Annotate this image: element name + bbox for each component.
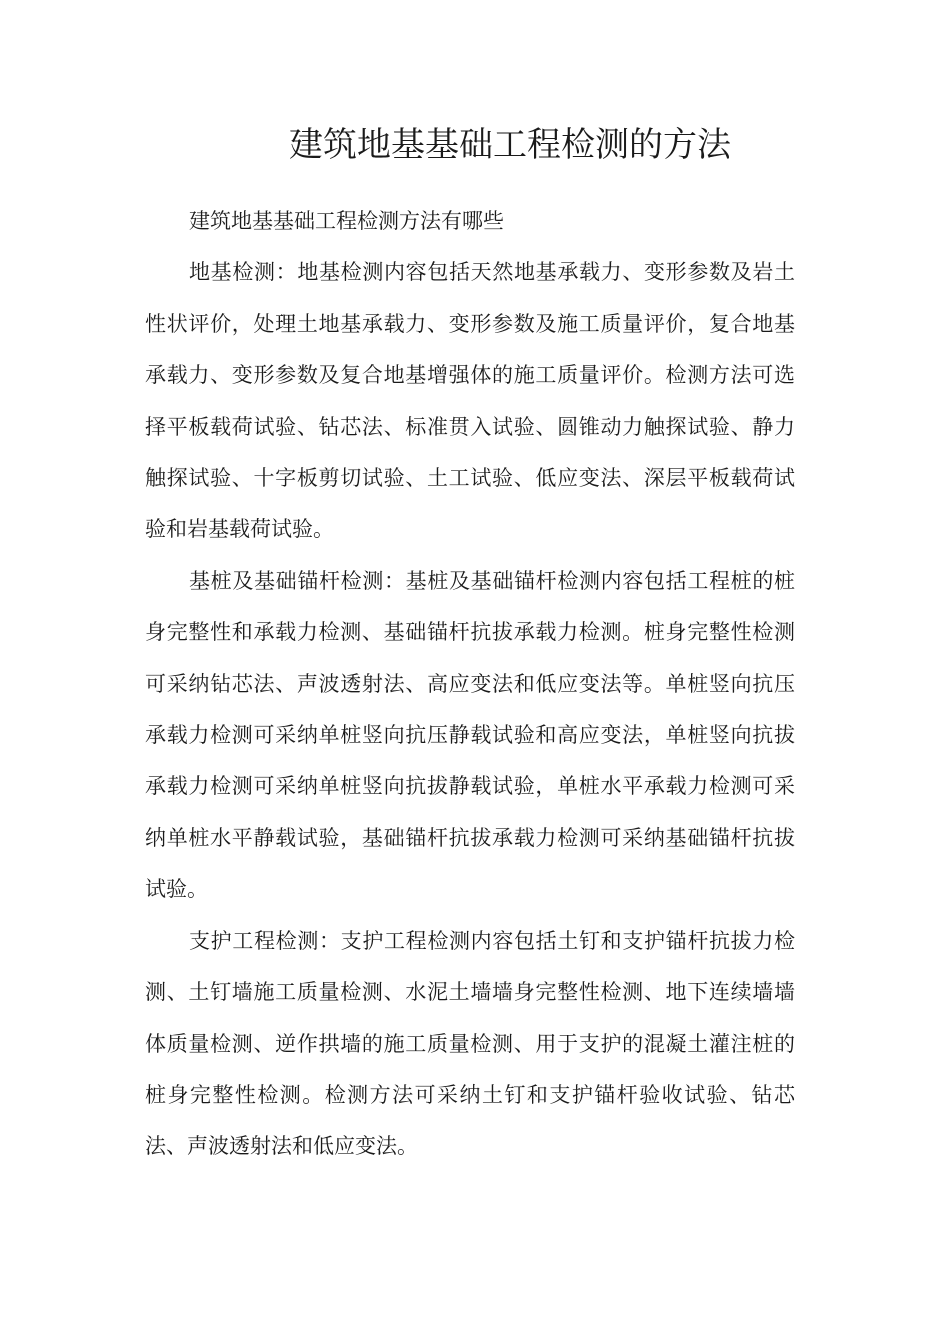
paragraph-support-testing: 支护工程检测：支护工程检测内容包括土钉和支护锚杆抗拔力检测、土钉墙施工质量检测、水泥土墙墙身完整性检测、地下连续墙墙体质量检测、逆作拱墙的施工质量检测、用于支护的混凝土灌注桩的桩身完整性检测。检测方法可采纳土钉和支护锚杆验收试验、钻芯法、声波透射法和低应变法。: [145, 928, 795, 1159]
paragraph-foundation-testing: 地基检测：地基检测内容包括天然地基承载力、变形参数及岩土性状评价，处理土地基承载力、变形参数及施工质量评价，复合地基承载力、变形参数及复合地基增强体的施工质量评价。检测方法可选择平板载荷试验、钻芯法、标准贯入试验、圆锥动力触探试验、静力触探试验、十字板剪切试验、土工试验、低应变法、深层平板载荷试验和岩基载荷试验。: [145, 260, 795, 542]
document-title: 建筑地基基础工程检测的方法: [289, 125, 731, 165]
document-body: [145, 196, 795, 1173]
paragraph-intro: 建筑地基基础工程检测方法有哪些: [189, 209, 504, 233]
paragraph-pile-anchor-testing: 基桩及基础锚杆检测：基桩及基础锚杆检测内容包括工程桩的桩身完整性和承载力检测、基础锚杆抗拔承载力检测。桩身完整性检测可采纳钻芯法、声波透射法、高应变法和低应变法等。单桩竖向抗压承载力检测可采纳单桩竖向抗压静载试验和高应变法，单桩竖向抗拔承载力检测可采纳单桩竖向抗拔静载试验，单桩水平承载力检测可采纳单桩水平静载试验，基础锚杆抗拔承载力检测可采纳基础锚杆抗拔试验。: [145, 568, 795, 902]
